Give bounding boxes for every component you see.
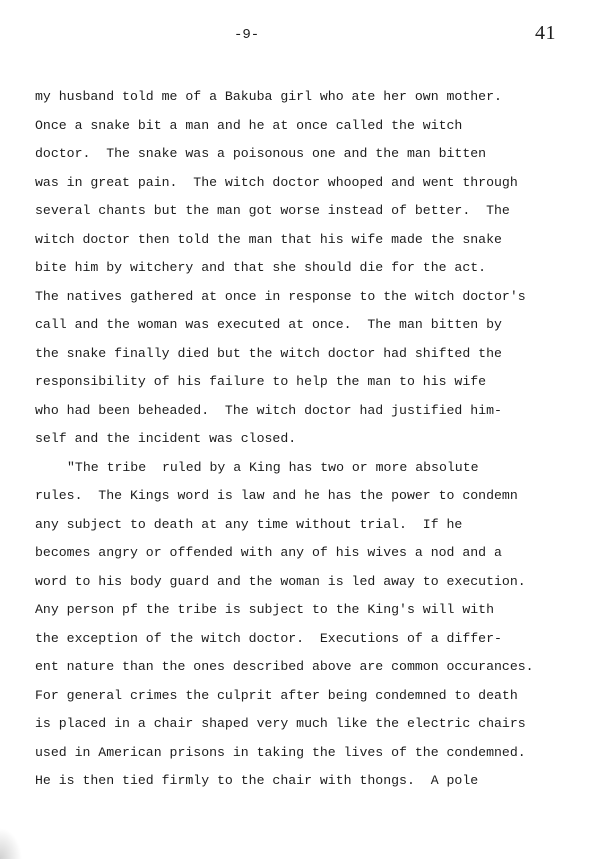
text-line: The natives gathered at once in response to the witch doctor's (35, 288, 526, 304)
text-line: call and the woman was executed at once. The man bitten by (35, 317, 502, 332)
text-line: the snake finally died but the witch doctor had shifted the (35, 345, 502, 361)
text-line: becomes angry or offended with any of his wives a nod and a (35, 545, 502, 560)
text-line: who had been beheaded. The witch doctor had justified him- (35, 402, 502, 418)
text-line: Any person pf the tribe is subject to the King's will with (35, 602, 494, 617)
page-header (0, 0, 600, 60)
body-text (35, 83, 580, 796)
text-line: is placed in a chair shaped very much like the electric chairs (35, 716, 526, 731)
text-line: ent nature than the ones described above are common occurances. (35, 659, 534, 674)
text-line: responsibility of his failure to help the man to his wife (35, 374, 487, 389)
typed-page-number: -9- (234, 27, 260, 43)
text-line: was in great pain. The witch doctor whooped and went through (35, 174, 518, 190)
text-line: used in American prisons in taking the lives of the condemned. (35, 744, 526, 760)
paragraph-first-line: "The tribe ruled by a King has two or more absolute (67, 459, 479, 475)
text-line: several chants but the man got worse instead of better. The (35, 203, 510, 218)
text-line: rules. The Kings word is law and he has the power to condemn (35, 488, 518, 503)
text-line: word to his body guard and the woman is led away to execution. (35, 573, 526, 589)
text-line: doctor. The snake was a poisonous one and the man bitten (35, 146, 487, 161)
stamped-page-number: 41 (535, 22, 556, 44)
scan-smudge (0, 828, 22, 859)
text-line: He is then tied firmly to the chair with thongs. A pole (35, 773, 479, 788)
text-line: the exception of the witch doctor. Executions of a differ- (35, 630, 502, 646)
text-line: any subject to death at any time without trial. If he (35, 516, 463, 532)
text-line: For general crimes the culprit after being condemned to death (35, 687, 518, 703)
text-line: bite him by witchery and that she should die for the act. (35, 260, 487, 275)
text-line: self and the incident was closed. (35, 431, 297, 446)
text-line: witch doctor then told the man that his wife made the snake (35, 231, 502, 247)
text-line: my husband told me of a Bakuba girl who ate her own mother. (35, 89, 502, 104)
text-line: Once a snake bit a man and he at once called the witch (35, 117, 463, 133)
